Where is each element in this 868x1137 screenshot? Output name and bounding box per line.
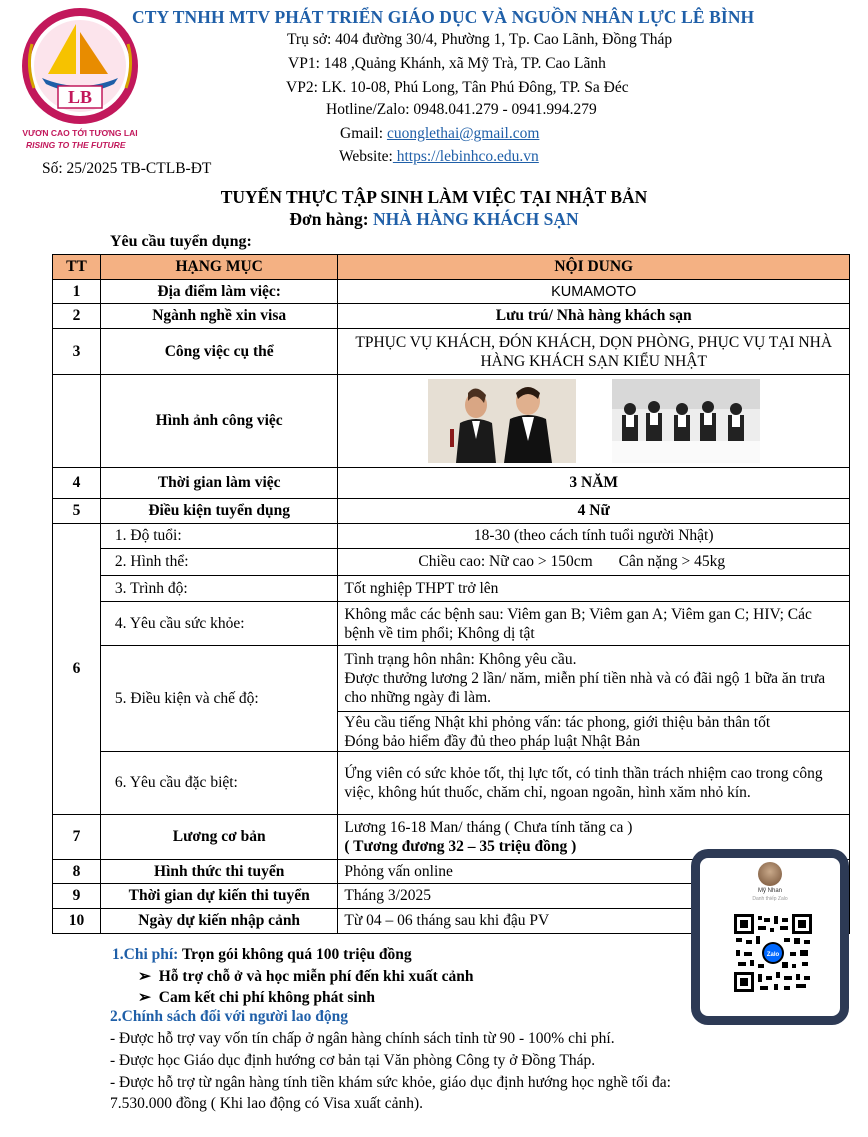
table-row — [53, 549, 850, 576]
salary-man: Lương 16-18 Man/ tháng ( Chưa tính tăng ca ) — [344, 819, 633, 836]
row-number: 8 — [53, 860, 101, 884]
body-height: Chiều cao: Nữ cao > 150cm — [418, 553, 593, 570]
row-value: 4 Nữ — [338, 499, 850, 524]
company-name: CTY TNHH MTV PHÁT TRIỂN GIÁO DỤC VÀ NGUỒN NHÂN LỰC LÊ BÌNH — [132, 7, 755, 27]
row-item: Thời gian dự kiến thi tuyển — [100, 884, 338, 909]
order-title — [0, 209, 868, 230]
policy-item: - Được học Giáo dục định hướng cơ bản tại Văn phòng Công ty ở Đồng Tháp. — [110, 1052, 596, 1069]
sub-value-education: Tốt nghiệp THPT trở lên — [338, 576, 850, 602]
table-row — [53, 646, 850, 712]
costs-bullet — [138, 967, 473, 986]
row-item: Thời gian làm việc — [100, 468, 338, 499]
logo-slogan: VƯƠN CAO TỚI TƯƠNG LAI — [22, 128, 138, 138]
row-item: Địa điểm làm việc: — [100, 280, 338, 304]
zalo-qr-card[interactable] — [700, 858, 840, 1016]
row-value: Từ 04 – 06 tháng sau khi đậu PV — [338, 909, 850, 934]
table-row — [53, 576, 850, 602]
policy-item: 7.530.000 đồng ( Khi lao động có Visa xuất cảnh). — [110, 1095, 424, 1112]
sub-item-age: 1. Độ tuổi: — [100, 524, 338, 549]
zalo-name: Mỹ Nhan — [757, 888, 782, 894]
costs-bullet-text: Cam kết chi phí không phát sinh — [158, 989, 375, 1006]
website-label: Website: — [339, 148, 393, 165]
header-content: NỘI DUNG — [338, 255, 850, 280]
row-value — [338, 815, 850, 860]
row-number: 2 — [53, 304, 101, 329]
row-item: Ngày dự kiến nhập cảnh — [100, 909, 338, 934]
row-item: Lương cơ bản — [100, 815, 338, 860]
office-2: VP2: LK. 10-08, Phú Long, Tân Phú Đông, TP. Sa Đéc — [286, 79, 629, 96]
table-header-row — [53, 255, 850, 280]
costs-bullet-text: Hỗ trợ chỗ ở và học miễn phí đến khi xuất cảnh — [158, 968, 474, 985]
bonus-benefits: Được thưởng lương 2 lần/ năm, miễn phí tiền nhà và có đãi ngộ 1 bữa ăn trưa cho những ngày đi làm. — [344, 670, 826, 706]
zalo-logo-text: Zalo — [766, 952, 780, 958]
table-row — [53, 499, 850, 524]
gmail-line — [340, 125, 539, 143]
row-number: 6 — [53, 524, 101, 815]
gmail-label: Gmail: — [340, 125, 387, 142]
job-photo-training — [612, 379, 760, 463]
avatar — [758, 862, 782, 886]
order-label: Đơn hàng: — [289, 209, 373, 229]
sub-item-special: 6. Yêu cầu đặc biệt: — [100, 752, 338, 815]
table-row — [53, 602, 850, 646]
row-number — [53, 375, 101, 468]
job-photos — [344, 375, 843, 467]
table-row — [53, 375, 850, 468]
costs-heading — [112, 946, 412, 964]
table-row — [53, 815, 850, 860]
sub-value-body — [338, 549, 850, 576]
website-link[interactable]: https://lebinhco.edu.vn — [392, 148, 539, 165]
arrow-bullet-icon: ➢ — [138, 968, 151, 985]
qr-code-icon — [734, 914, 812, 992]
page-title: TUYỂN THỰC TẬP SINH LÀM VIỆC TẠI NHẬT BẢN — [220, 187, 648, 207]
zalo-subtitle: Danh thiếp Zalo — [752, 896, 788, 902]
row-value — [338, 375, 850, 468]
row-value: 3 NĂM — [338, 468, 850, 499]
job-photo-waitstaff — [428, 379, 576, 463]
row-item: Điều kiện tuyển dụng — [100, 499, 338, 524]
policy-heading: 2.Chính sách đối với người lao động — [110, 1008, 348, 1025]
row-value: Lưu trú/ Nhà hàng khách sạn — [338, 304, 850, 329]
sub-item-education: 3. Trình độ: — [100, 576, 338, 602]
body-weight: Cân nặng > 45kg — [618, 553, 726, 570]
order-name: NHÀ HÀNG KHÁCH SẠN — [372, 209, 579, 229]
head-office: Trụ sở: 404 đường 30/4, Phường 1, Tp. Cao Lãnh, Đồng Tháp — [287, 31, 673, 48]
sub-value-conditions-a — [338, 646, 850, 712]
sub-item-conditions: 5. Điều kiện và chế độ: — [100, 646, 338, 752]
office-1: VP1: 148 ,Quảng Khánh, xã Mỹ Trà, TP. Cao Lãnh — [288, 55, 606, 72]
row-number: 9 — [53, 884, 101, 909]
sub-item-health: 4. Yêu cầu sức khỏe: — [100, 602, 338, 646]
sub-value-age: 18-30 (theo cách tính tuổi người Nhật) — [338, 524, 850, 549]
policy-item: - Được hỗ trợ vay vốn tín chấp ở ngân hàng chính sách tỉnh từ 90 - 100% chi phí. — [110, 1030, 615, 1047]
policy-item: - Được hỗ trợ từ ngân hàng tính tiền khám sức khỏe, giáo dục định hướng học nghề tối đa: — [110, 1074, 671, 1091]
table-row — [53, 468, 850, 499]
row-number: 10 — [53, 909, 101, 934]
insurance: Đóng bảo hiểm đầy đủ theo pháp luật Nhật Bản — [344, 732, 641, 750]
logo-letters: LB — [67, 87, 93, 107]
row-item: Hình thức thi tuyển — [100, 860, 338, 884]
salary-vnd: ( Tương đương 32 – 35 triệu đồng ) — [344, 838, 577, 855]
costs-bullet — [138, 988, 375, 1007]
row-value: Phỏng vấn online — [338, 860, 850, 884]
row-value: KUMAMOTO — [338, 280, 850, 304]
sub-value-health: Không mắc các bệnh sau: Viêm gan B; Viêm gan A; Viêm gan C; HIV; Các bệnh về tim phổi; Không dị tật — [338, 602, 850, 646]
hotline: Hotline/Zalo: 0948.041.279 - 0941.994.279 — [326, 101, 597, 118]
gmail-link[interactable]: cuonglethai@gmail.com — [386, 125, 540, 142]
row-number: 7 — [53, 815, 101, 860]
row-number: 1 — [53, 280, 101, 304]
table-row — [53, 752, 850, 815]
marital-status: Tình trạng hôn nhân: Không yêu cầu. — [344, 651, 577, 668]
row-number: 5 — [53, 499, 101, 524]
sub-item-body: 2. Hình thể: — [100, 549, 338, 576]
row-item: Hình ảnh công việc — [100, 375, 338, 468]
logo-slogan-en: RISING TO THE FUTURE — [26, 140, 126, 150]
sub-value-conditions-b — [338, 712, 850, 752]
costs-heading-value: Trọn gói không quá 100 triệu đồng — [181, 946, 412, 963]
header-tt: TT — [53, 255, 101, 280]
japanese-requirement: Yêu cầu tiếng Nhật khi phỏng vấn: tác phong, giới thiệu bản thân tốt — [344, 713, 771, 731]
requirements-label: Yêu cầu tuyển dụng: — [110, 233, 252, 250]
website-line — [339, 148, 539, 166]
header-item: HẠNG MỤC — [100, 255, 338, 280]
company-logo — [18, 4, 148, 156]
table-row — [53, 280, 850, 304]
row-item: Ngành nghề xin visa — [100, 304, 338, 329]
table-row — [53, 524, 850, 549]
costs-heading-label: 1.Chi phí: — [112, 946, 182, 963]
row-value: Tháng 3/2025 — [338, 884, 850, 909]
sub-value-special: Ứng viên có sức khỏe tốt, thị lực tốt, có tinh thần trách nhiệm cao trong công việc, không hút thuốc, chăm chỉ, ngoan ngoãn, hình xăm nhỏ kín. — [338, 752, 850, 815]
arrow-bullet-icon: ➢ — [138, 989, 151, 1006]
document-number: Số: 25/2025 TB-CTLB-ĐT — [42, 160, 212, 177]
requirements-table — [52, 254, 850, 934]
row-value: TPHỤC VỤ KHÁCH, ĐÓN KHÁCH, DỌN PHÒNG, PHỤC VỤ TẠI NHÀ HÀNG KHÁCH SẠN KIỂU NHẬT — [338, 329, 850, 375]
row-number: 3 — [53, 329, 101, 375]
row-item: Công việc cụ thể — [100, 329, 338, 375]
table-row — [53, 304, 850, 329]
row-number: 4 — [53, 468, 101, 499]
table-row — [53, 329, 850, 375]
